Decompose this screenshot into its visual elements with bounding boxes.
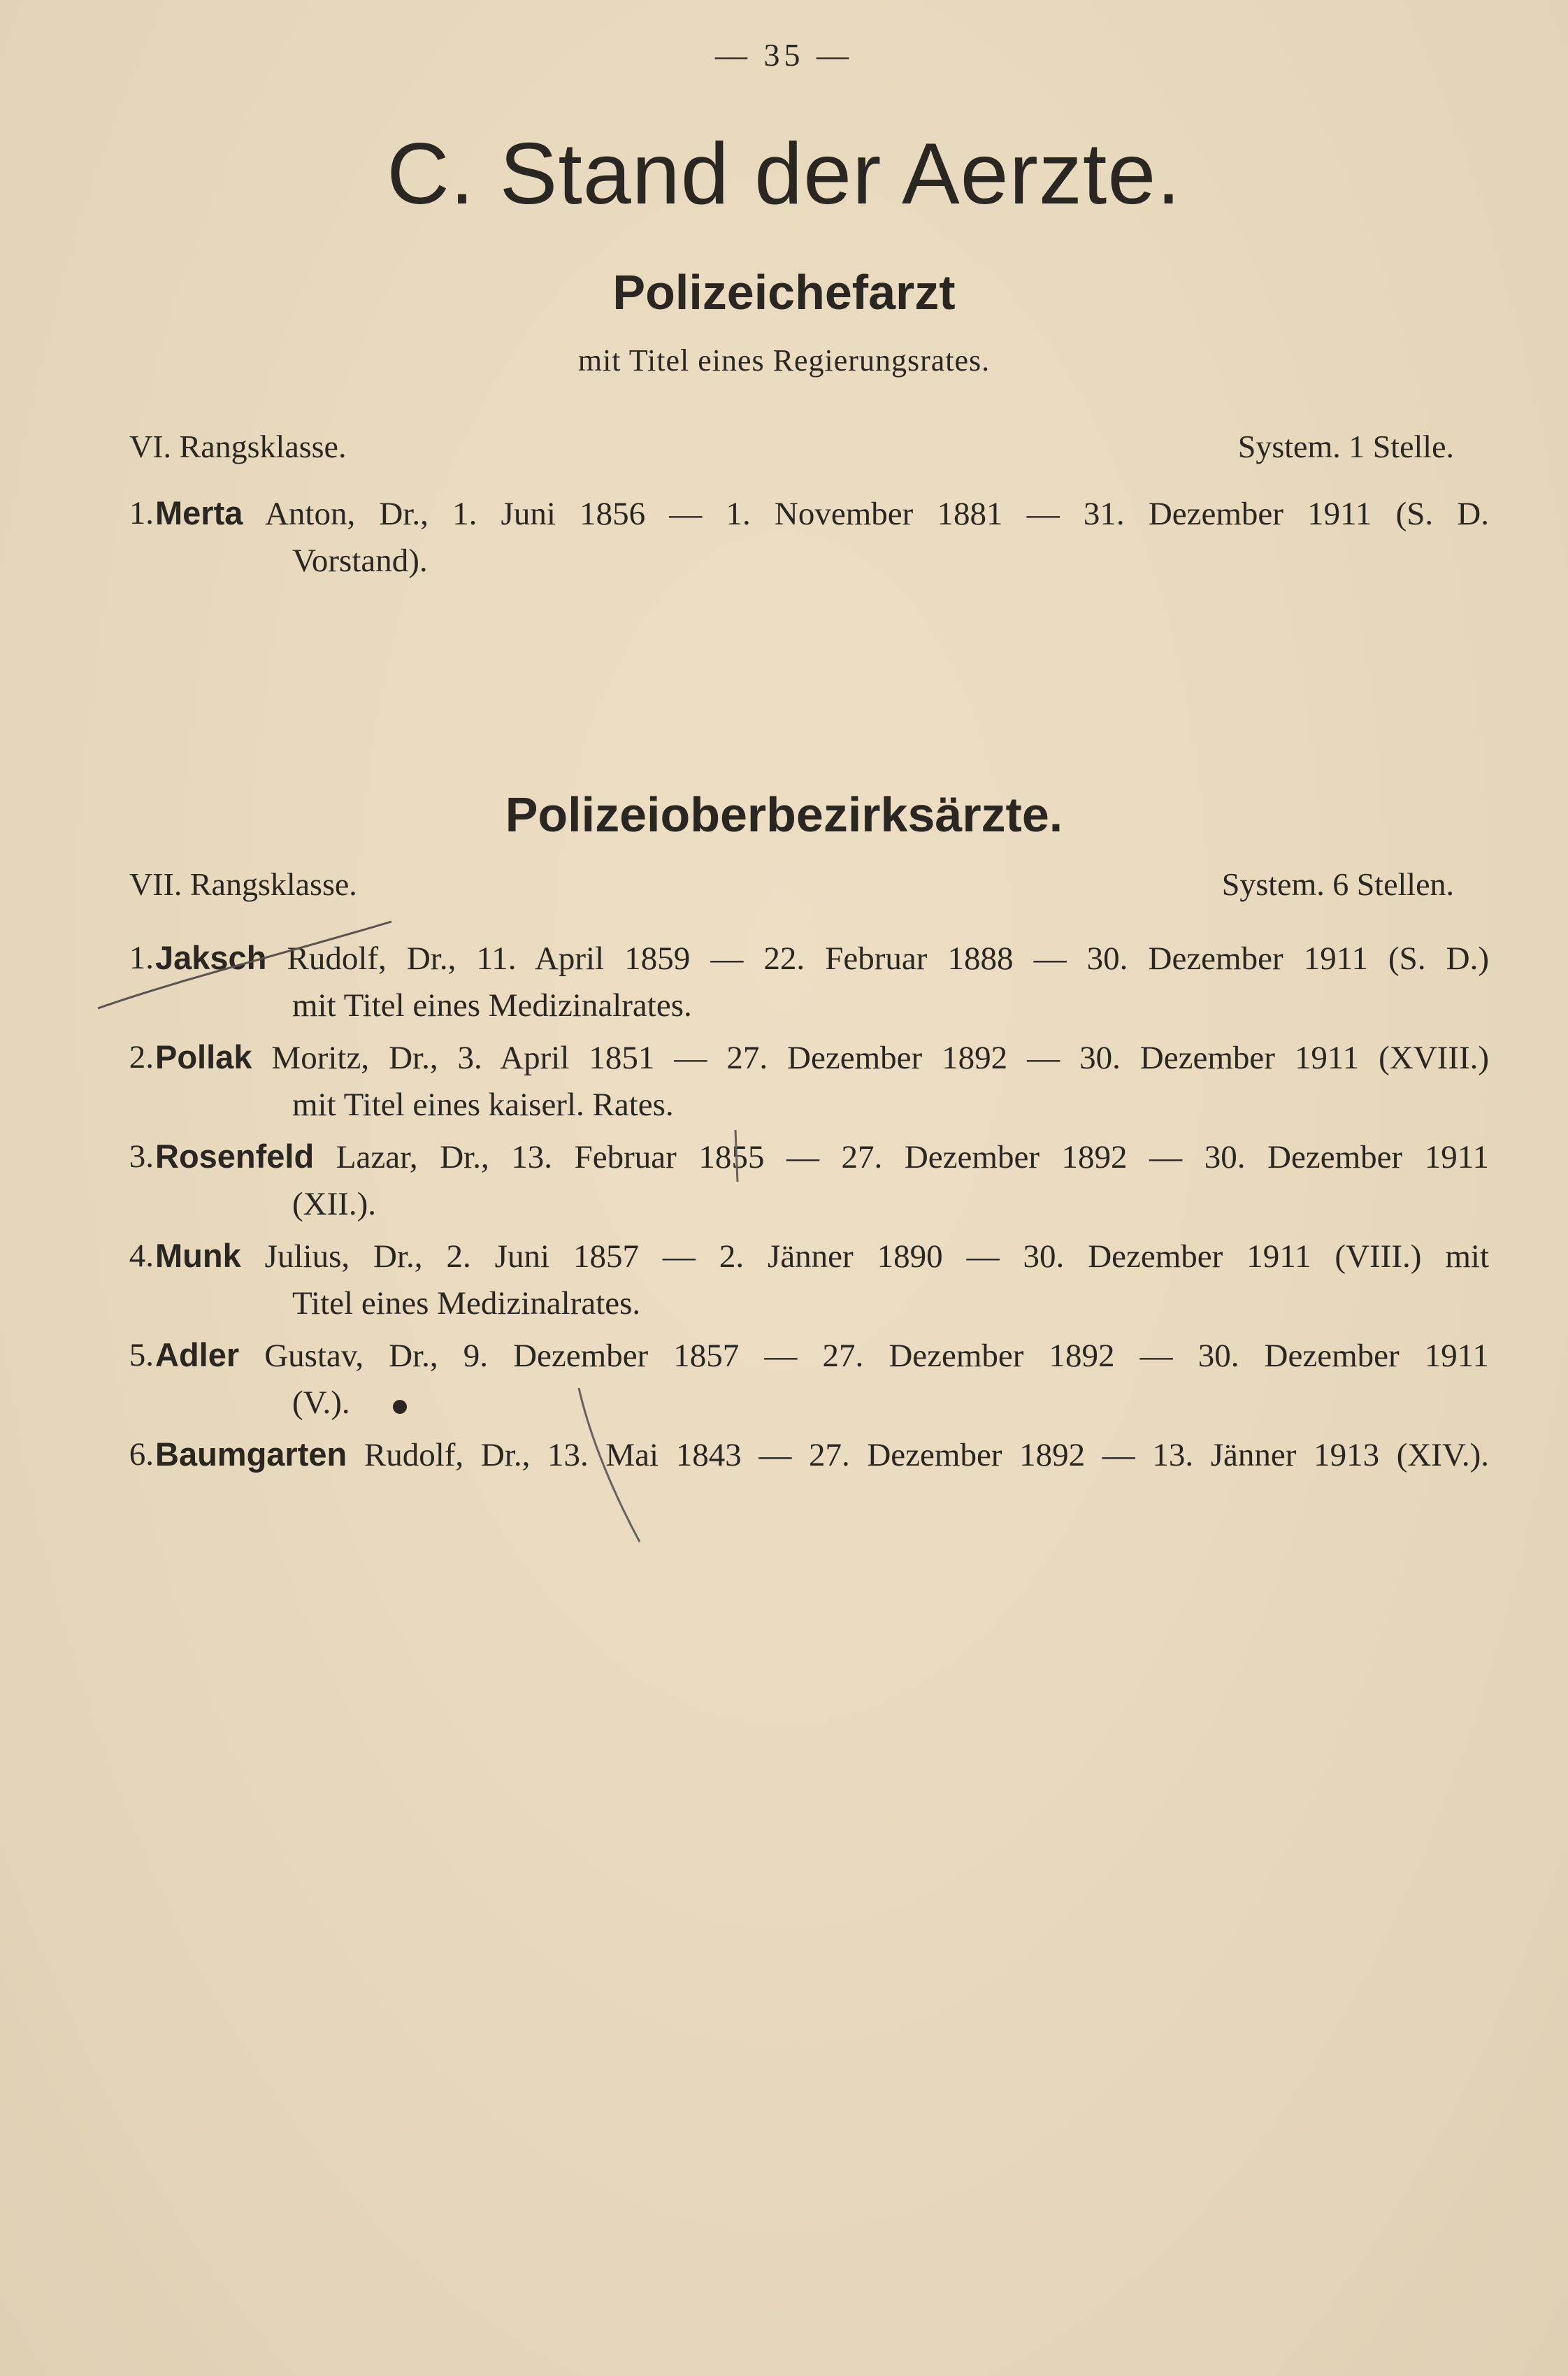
entry-details: Lazar, Dr., 13. Februar 1855 — 27. Dezember 1892 — 30. Dezember 1911 (314, 1139, 1489, 1175)
entry-text (155, 1133, 1489, 1181)
entry-details: Rudolf, Dr., 11. April 1859 — 22. Februar 1888 — 30. Dezember 1911 (S. D.) (266, 940, 1489, 977)
entry-text (155, 1431, 1489, 1479)
page-title: C. Stand der Aerzte. (387, 126, 1181, 222)
entry-surname: Rosenfeld (155, 1138, 315, 1175)
entry-continuation: (XII.). (292, 1186, 377, 1222)
rank-class-label: VI. Rangsklasse. (129, 429, 347, 464)
system-positions-label: System. 1 Stelle. (1237, 429, 1454, 464)
entry-number: 6. (129, 1436, 154, 1473)
section-title-oberbezirksaerzte: Polizeioberbezirksärzte. (505, 787, 1063, 842)
entry-surname: Baumgarten (155, 1436, 347, 1473)
entry-details: Gustav, Dr., 9. Dezember 1857 — 27. Dezember 1892 — 30. Dezember 1911 (239, 1338, 1489, 1374)
section-subtitle-chefarzt: mit Titel eines Regierungsrates. (577, 343, 991, 378)
entry-number: 2. (129, 1039, 154, 1075)
entry-surname: Munk (155, 1237, 241, 1274)
entry-details: Anton, Dr., 1. Juni 1856 — 1. November 1881 — 31. Dezember 1911 (S. D. (243, 496, 1489, 532)
entry-details: Moritz, Dr., 3. April 1851 — 27. Dezember 1892 — 30. Dezember 1911 (XVIII.) (252, 1040, 1489, 1076)
entry-number: 3. (129, 1138, 154, 1175)
entry-continuation: Titel eines Medizinalrates. (292, 1285, 641, 1322)
entry-continuation: mit Titel eines Medizinalrates. (292, 987, 692, 1024)
entry-number: 1. (129, 495, 154, 531)
entry-text (155, 1232, 1489, 1280)
section-title-chefarzt: Polizeichefarzt (612, 265, 956, 320)
entry-details: Rudolf, Dr., 13. Mai 1843 — 27. Dezember 1892 — 13. Jänner 1913 (XIV.). (347, 1437, 1489, 1473)
entry-text (155, 1033, 1489, 1082)
entry-text (155, 489, 1489, 538)
entry-continuation: mit Titel eines kaiserl. Rates. (292, 1087, 674, 1123)
rank-class-label: VII. Rangsklasse. (129, 866, 357, 902)
entry-continuation: Vorstand). (292, 543, 428, 579)
entry-number: 4. (129, 1238, 154, 1274)
entry-surname: Jaksch (155, 939, 267, 976)
system-positions-label: System. 6 Stellen. (1221, 866, 1454, 902)
entry-continuation: (V.). (292, 1384, 350, 1421)
entry-number: 5. (129, 1337, 154, 1373)
entry-details: Julius, Dr., 2. Juni 1857 — 2. Jänner 1890 — 30. Dezember 1911 (VIII.) mit (240, 1238, 1489, 1275)
entry-text (155, 934, 1489, 982)
entry-surname: Adler (155, 1336, 240, 1373)
entry-surname: Pollak (155, 1038, 252, 1075)
entry-number: 1. (129, 940, 154, 976)
entry-surname: Merta (155, 494, 243, 531)
page-number: — 35 — (715, 37, 853, 73)
entry-text (155, 1331, 1489, 1380)
dot-mark (393, 1400, 407, 1414)
